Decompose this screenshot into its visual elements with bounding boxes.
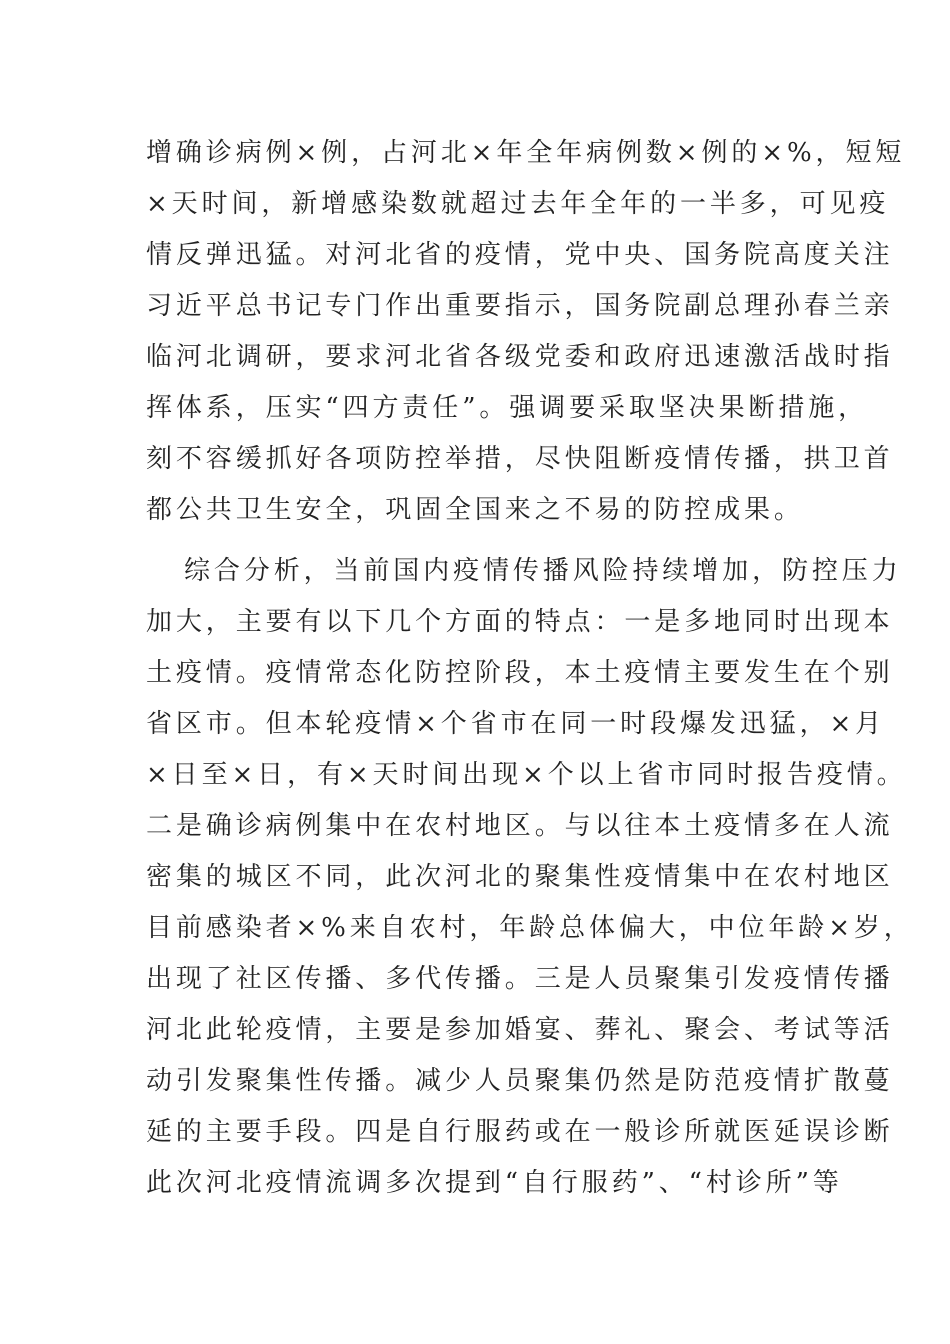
text-line: ×日至×日，有×天时间出现×个以上省市同时报告疫情。 [146,760,907,790]
text-line: 临河北调研，要求河北省各级党委和政府迅速激活战时指 [146,342,894,372]
text-line: 出现了社区传播、多代传播。三是人员聚集引发疫情传播 [146,964,894,994]
paragraph-spacer [146,536,810,546]
text-line: 土疫情。疫情常态化防控阶段，本土疫情主要发生在个别 [146,658,894,688]
document-body [146,128,914,1209]
text-line: 此次河北疫情流调多次提到“自行服药”、“村诊所”等 [146,1168,843,1198]
text-line: 情反弹迅猛。对河北省的疫情，党中央、国务院高度关注 [146,240,894,270]
text-line: ×天时间，新增感染数就超过去年全年的一半多，可见疫 [146,189,890,219]
text-line: 目前感染者×%来自农村，年龄总体偏大，中位年龄×岁， [146,913,914,943]
text-line: 省区市。但本轮疫情×个省市在同一时段爆发迅猛，×月 [146,709,886,739]
text-line: 都公共卫生安全，巩固全国来之不易的防控成果。 [146,495,804,525]
text-line: 刻不容缓抓好各项防控举措，尽快阻断疫情传播，拱卫首 [146,444,894,474]
paragraph-2 [146,546,914,1209]
text-line: 河北此轮疫情，主要是参加婚宴、葬礼、聚会、考试等活 [146,1015,894,1045]
text-line: 加大，主要有以下几个方面的特点：一是多地同时出现本 [146,607,894,637]
text-line: 动引发聚集性传播。减少人员聚集仍然是防范疫情扩散蔓 [146,1066,894,1096]
paragraph-1 [146,128,906,536]
text-line: 增确诊病例×例，占河北×年全年病例数×例的×%，短短 [146,138,906,168]
text-line: 延的主要手段。四是自行服药或在一般诊所就医延误诊断 [146,1117,894,1147]
text-line-indented: 综合分析，当前国内疫情传播风险持续增加，防控压力 [184,556,902,586]
text-line: 密集的城区不同，此次河北的聚集性疫情集中在农村地区 [146,862,894,892]
text-line: 挥体系，压实“四方责任”。强调要采取坚决果断措施， [146,393,869,423]
text-line: 二是确诊病例集中在农村地区。与以往本土疫情多在人流 [146,811,894,841]
text-line: 习近平总书记专门作出重要指示，国务院副总理孙春兰亲 [146,291,894,321]
